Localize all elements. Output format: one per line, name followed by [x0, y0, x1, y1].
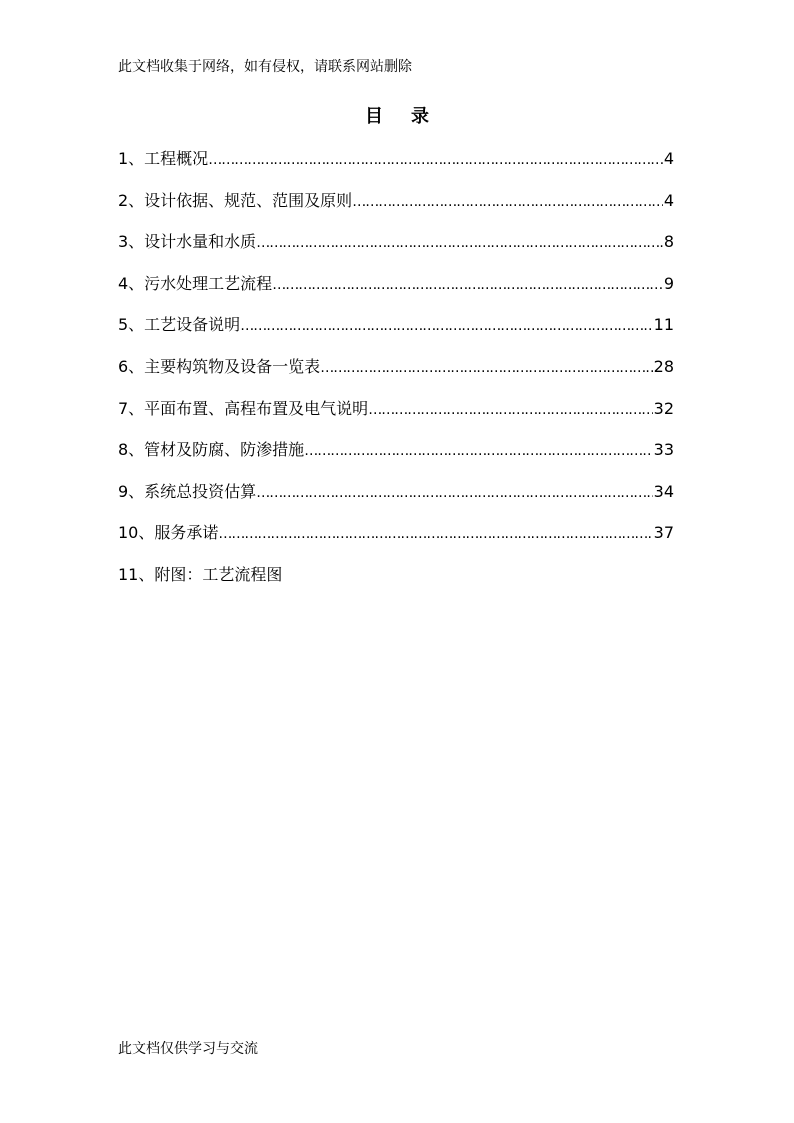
toc-entry-label: 10、服务承诺	[118, 523, 219, 543]
toc-entry[interactable]	[118, 314, 674, 356]
toc-dot-leader	[208, 149, 663, 171]
toc-entry[interactable]	[118, 439, 674, 481]
toc-page-number: 11	[653, 315, 674, 335]
toc-dot-leader	[256, 482, 652, 504]
toc-page-number: 4	[663, 190, 674, 210]
toc-entry-label: 6、主要构筑物及设备一览表	[118, 356, 321, 376]
toc-dot-leader	[240, 315, 652, 337]
toc-title: 目录	[365, 106, 457, 127]
toc-page-number: 4	[663, 149, 674, 168]
toc-dot-leader	[368, 399, 652, 421]
toc-entry-label: 1、工程概况	[118, 149, 209, 168]
toc-entry[interactable]	[118, 231, 674, 273]
toc-dot-leader	[304, 440, 652, 462]
toc-entry[interactable]	[118, 356, 674, 398]
toc-page-number: 37	[653, 523, 674, 543]
toc-entry[interactable]	[118, 273, 674, 315]
toc-entry-label: 3、设计水量和水质	[118, 232, 257, 252]
toc-entry[interactable]	[118, 522, 674, 564]
toc-entry-label: 4、污水处理工艺流程	[118, 273, 273, 293]
toc-dot-leader	[272, 274, 663, 296]
toc-dot-leader	[218, 523, 652, 545]
toc-entry-label: 7、平面布置、高程布置及电气说明	[118, 398, 369, 418]
toc-dot-leader	[256, 232, 663, 254]
table-of-contents	[118, 148, 674, 606]
toc-page-number: 9	[663, 273, 674, 293]
toc-entry[interactable]	[118, 564, 674, 606]
footer-note: 此文档仅供学习与交流	[118, 1041, 258, 1057]
toc-entry-label: 5、工艺设备说明	[118, 315, 241, 335]
toc-entry-label: 2、设计依据、规范、范围及原则	[118, 190, 353, 210]
toc-entry[interactable]	[118, 481, 674, 523]
toc-dot-leader	[352, 191, 663, 213]
toc-dot-leader	[320, 357, 652, 379]
toc-entry[interactable]	[118, 190, 674, 232]
toc-page-number: 8	[663, 232, 674, 252]
toc-entry-label: 8、管材及防腐、防渗措施	[118, 440, 305, 460]
toc-entry[interactable]	[118, 398, 674, 440]
toc-entry-label: 9、系统总投资估算	[118, 481, 257, 501]
toc-page-number: 34	[653, 481, 674, 501]
toc-page-number: 33	[653, 440, 674, 460]
toc-page-number: 28	[653, 356, 674, 376]
toc-entry-label: 11、附图：工艺流程图	[118, 564, 283, 584]
header-note: 此文档收集于网络，如有侵权，请联系网站删除	[118, 59, 412, 75]
toc-entry[interactable]	[118, 148, 674, 190]
toc-page-number: 32	[653, 398, 674, 418]
